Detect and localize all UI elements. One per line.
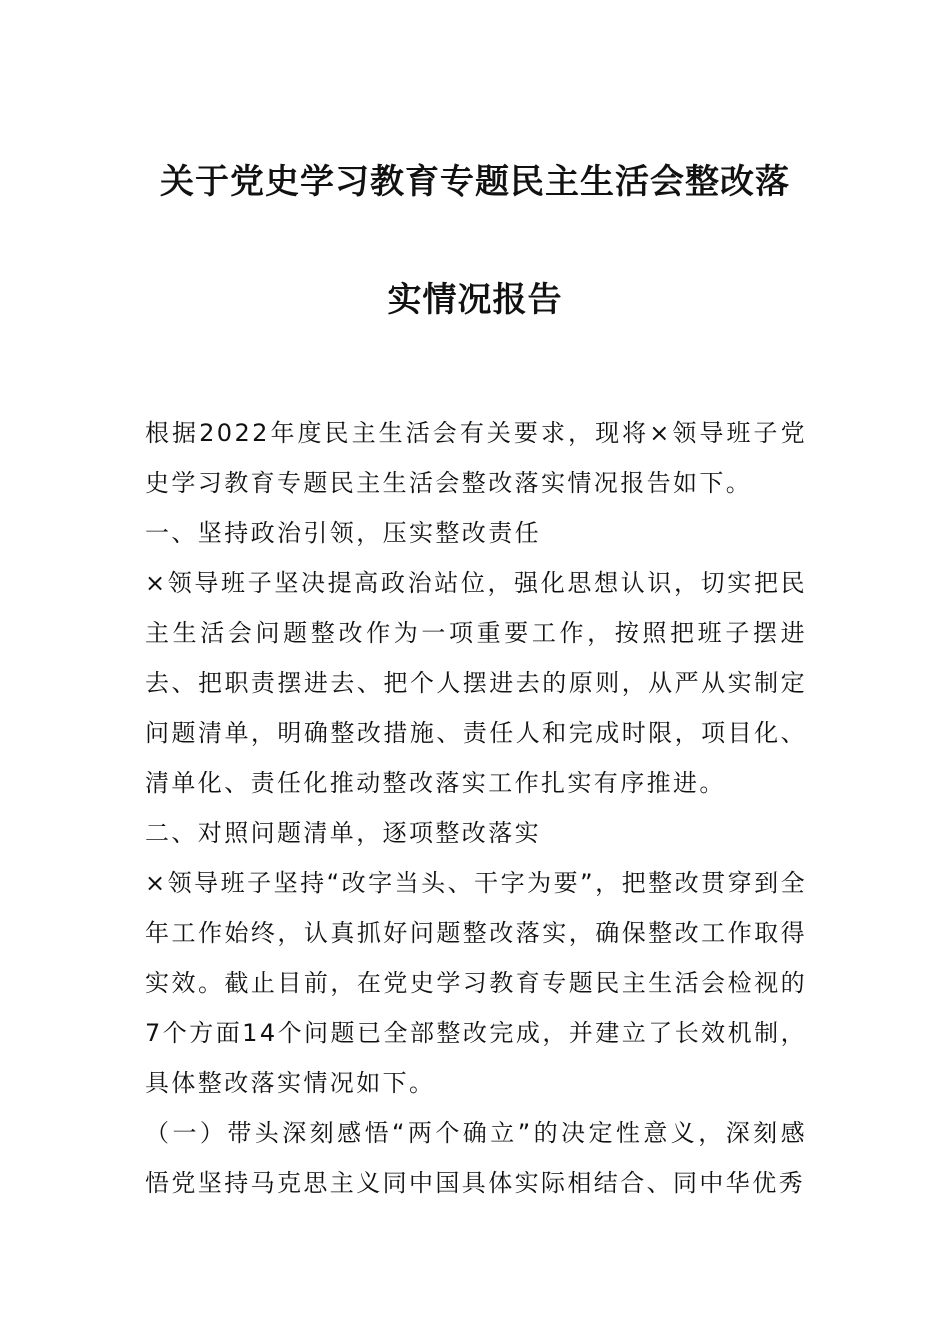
paragraph-section-1: ×领导班子坚决提高政治站位，强化思想认识，切实把民主生活会问题整改作为一项重要工作，按照把班子摆进去、把职责摆进去、把个人摆进去的原则，从严从实制定问题清单，明确整改措施、责任人和完成时限，项目化、清单化、责任化推动整改落实工作扎实有序推进。 — [145, 569, 807, 797]
document-title-line-2: 实情况报告 — [387, 280, 563, 320]
section-heading-2: 二、对照问题清单，逐项整改落实 — [145, 819, 541, 847]
subsection-1: （一）带头深刻感悟“两个确立”的决定性意义，深刻感悟党坚持马克思主义同中国具体实际相结合、同中华优秀 — [145, 1119, 807, 1197]
document-title-line-1: 关于党史学习教育专题民主生活会整改落 — [160, 162, 790, 202]
paragraph-intro: 根据2022年度民主生活会有关要求，现将×领导班子党史学习教育专题民主生活会整改落实情况报告如下。 — [145, 419, 807, 497]
paragraph-section-2: ×领导班子坚持“改字当头、干字为要”，把整改贯穿到全年工作始终，认真抓好问题整改落实，确保整改工作取得实效。截止目前，在党史学习教育专题民主生活会检视的7个方面14个问题已全部整改完成，并建立了长效机制，具体整改落实情况如下。 — [145, 869, 807, 1097]
document-body — [145, 408, 807, 1208]
section-heading-1: 一、坚持政治引领，压实整改责任 — [145, 519, 541, 547]
